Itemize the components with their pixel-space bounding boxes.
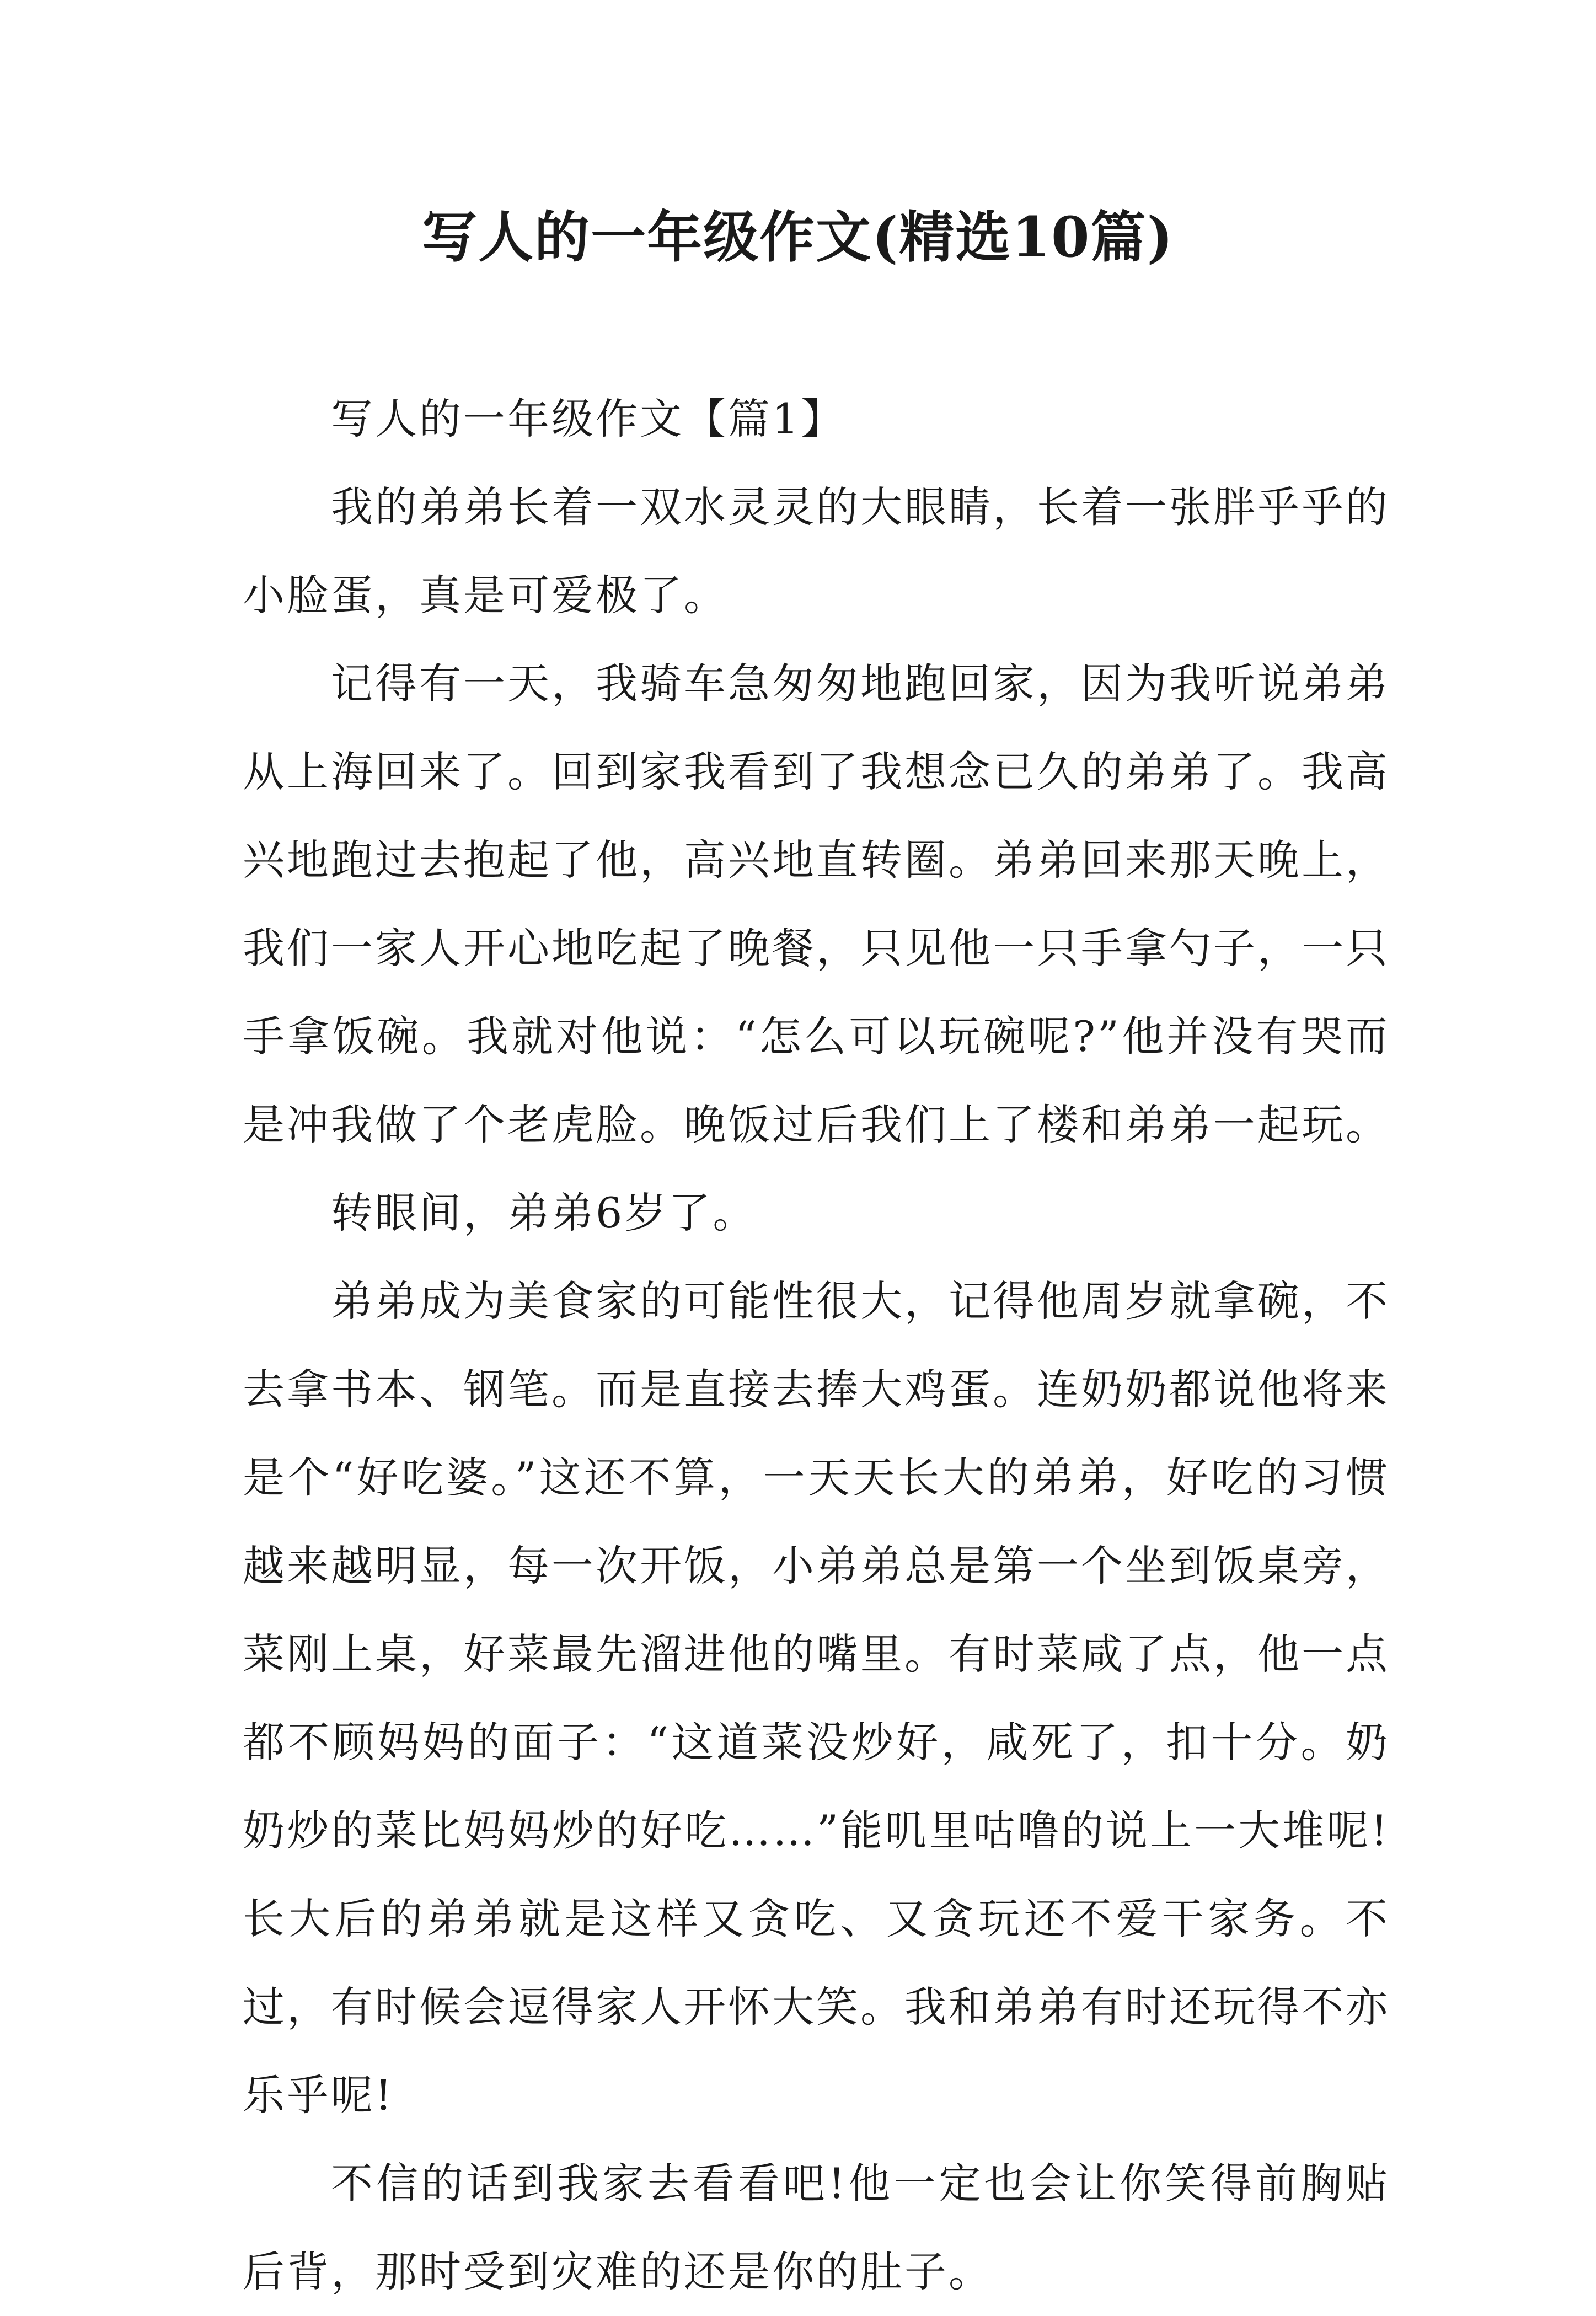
paragraph: 弟弟成为美食家的可能性很大，记得他周岁就拿碗，不去拿书本、钢笔。而是直接去捧大鸡蛋。连奶奶都说他将来是个“好吃婆。”这还不算，一天天长大的弟弟，好吃的习惯越来越明显，每一次开饭，小弟弟总是第一个坐到饭桌旁，菜刚上桌，好菜最先溜进他的嘴里。有时菜咸了点，他一点都不顾妈妈的面子：“这道菜没炒好，咸死了，扣十分。奶奶炒的菜比妈妈炒的好吃……”能叽里咕噜的说上一大堆呢!长大后的弟弟就是这样又贪吃、又贪玩还不爱干家务。不过，有时候会逗得家人开怀大笑。我和弟弟有时还玩得不亦乐乎呢!	[243, 1277, 1390, 2120]
section-heading: 写人的一年级作文【篇1】	[331, 394, 845, 443]
document-title: 写人的一年级作文(精选10篇)	[422, 205, 1174, 270]
paragraph: 不信的话到我家去看看吧!他一定也会让你笑得前胸贴后背，那时受到灾难的还是你的肚子。	[243, 2159, 1390, 2296]
paragraph: 转眼间，弟弟6岁了。	[331, 1188, 757, 1237]
paragraph: 记得有一天，我骑车急匆匆地跑回家，因为我听说弟弟从上海回来了。回到家我看到了我想念已久的弟弟了。我高兴地跑过去抱起了他，高兴地直转圈。弟弟回来那天晚上，我们一家人开心地吃起了晚餐，只见他一只手拿勺子，一只手拿饭碗。我就对他说：“怎么可以玩碗呢?”他并没有哭而是冲我做了个老虎脸。晚饭过后我们上了楼和弟弟一起玩。	[243, 659, 1390, 1149]
document-body	[243, 375, 1390, 2316]
paragraph: 我的弟弟长着一双水灵灵的大眼睛，长着一张胖乎乎的小脸蛋，真是可爱极了。	[243, 482, 1390, 620]
